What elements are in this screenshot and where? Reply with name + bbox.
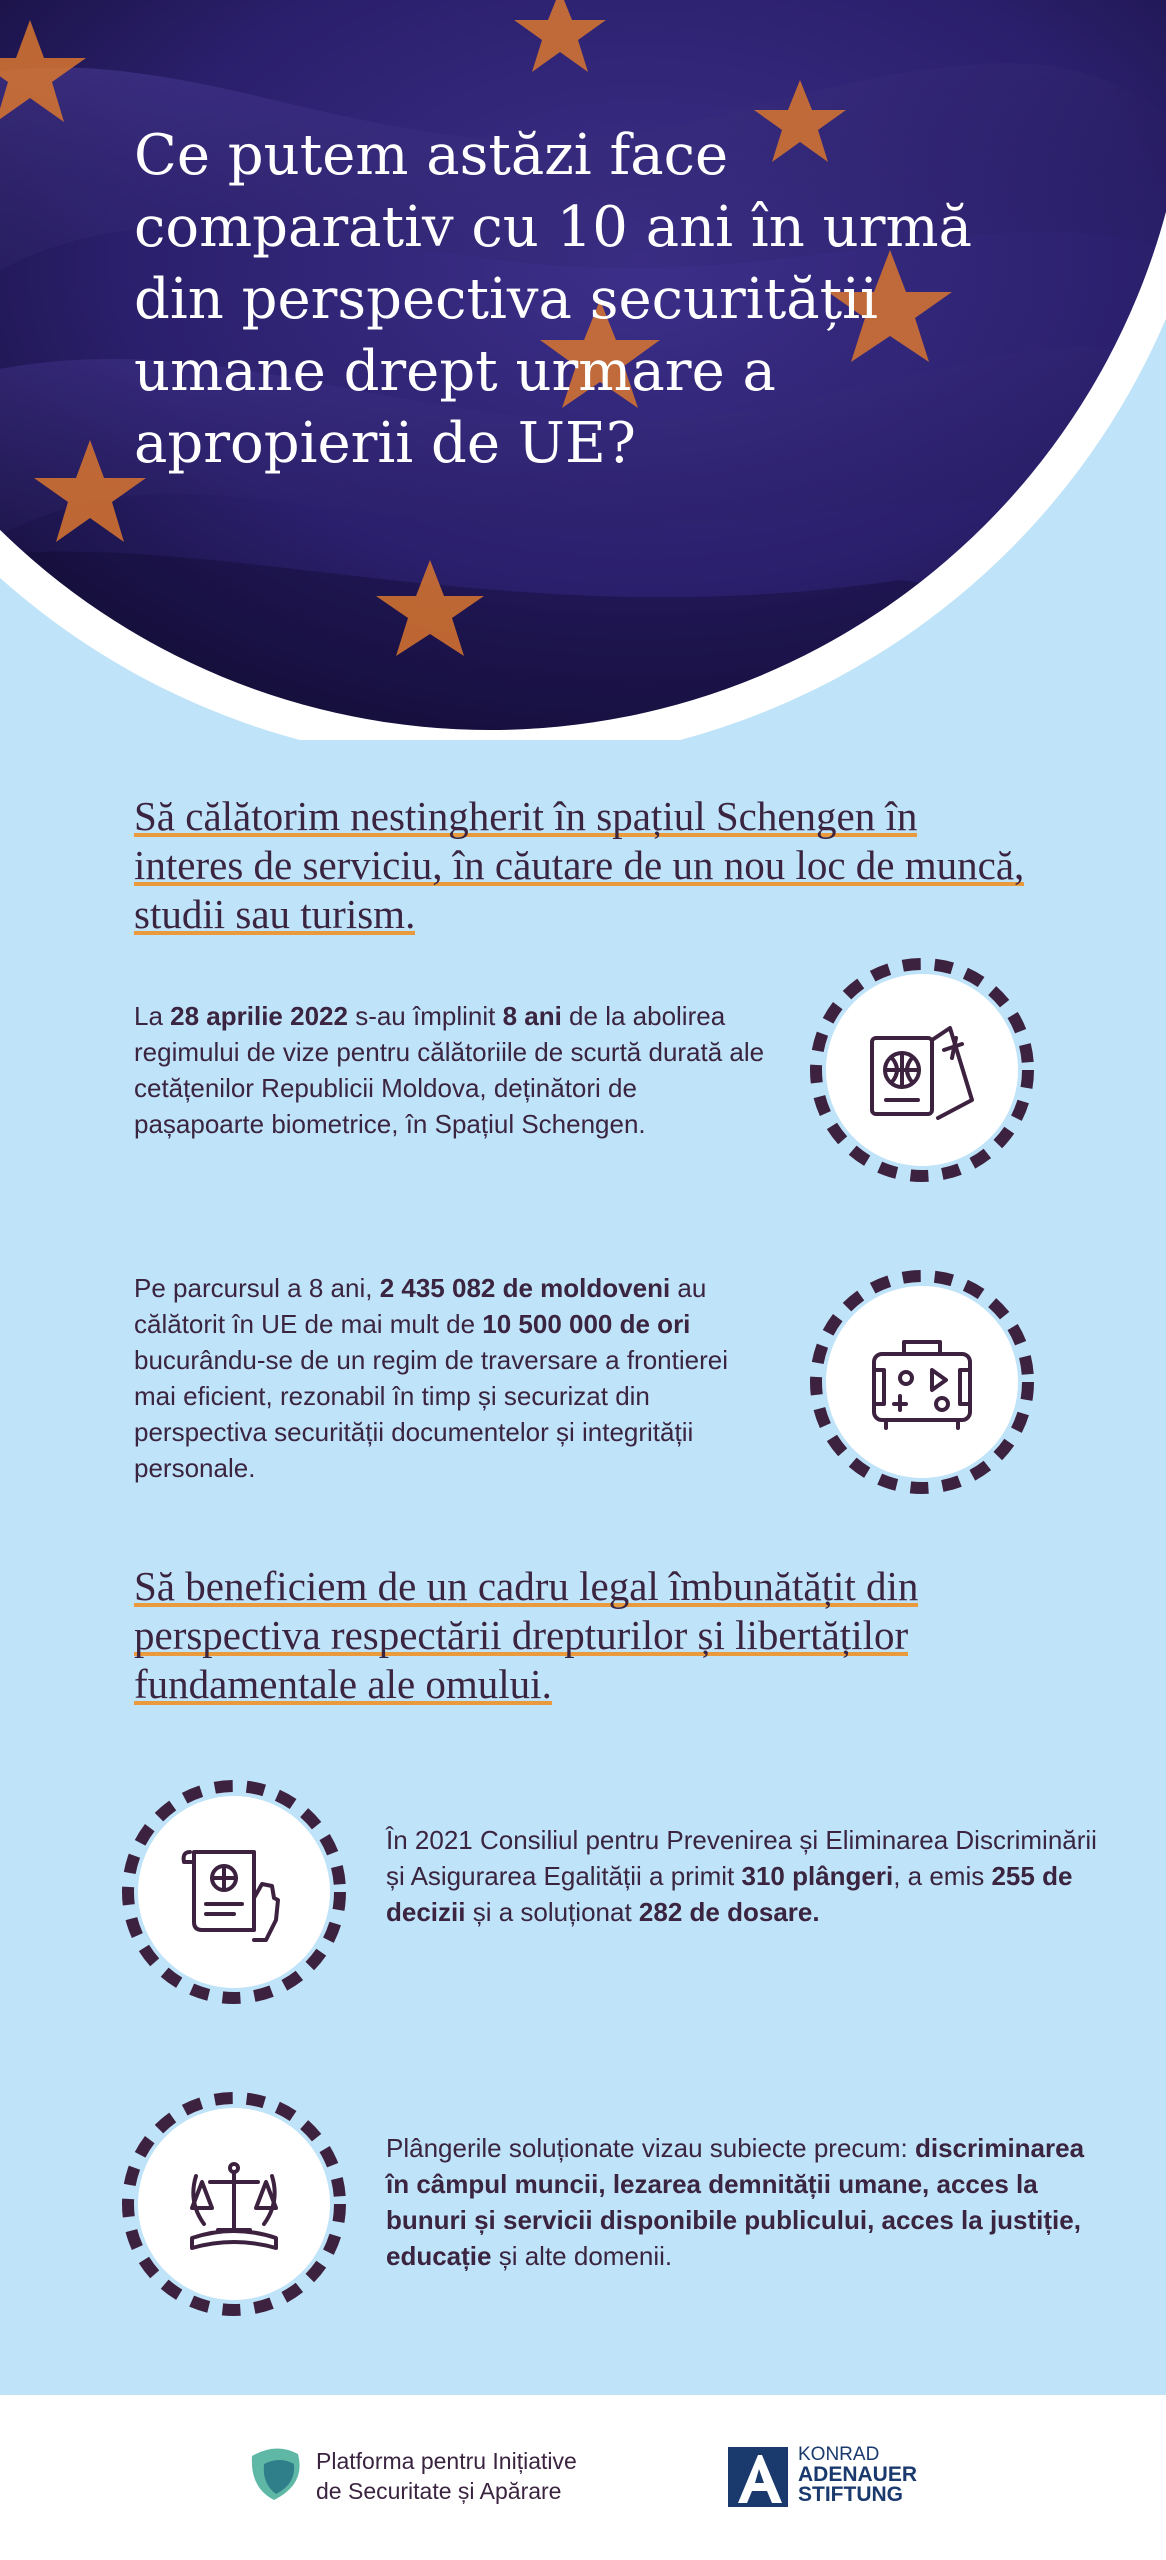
- passport-ticket-icon: [810, 958, 1034, 1182]
- suitcase-icon: [810, 1270, 1034, 1494]
- complaints-highlight: 310 plângeri: [741, 1861, 894, 1891]
- cases-highlight: 282 de dosare.: [638, 1897, 820, 1927]
- schengen-paragraph-2: Pe parcursul a 8 ani, 2 435 082 de moldoveni au călătorit în UE de mai mult de 10 500 000 de ori bucurându-se de un regim de traversare a frontierei mai eficient, rezonabil în timp și securizat din perspectiva securității documentelor și integrității personale.: [134, 1273, 728, 1483]
- section-heading-schengen: [134, 792, 1034, 939]
- schengen-paragraph-1: La 28 aprilie 2022 s-au împlinit 8 ani de la abolirea regimului de vize pentru călătoriile de scurtă durată ale cetățenilor Republicii Moldova, deținători de pașapoarte biometrice, în Spațiul Schengen.: [134, 1001, 765, 1139]
- topics-highlight: discriminarea în câmpul muncii, lezarea demnității umane, acces la bunuri și servicii disponibile publicului, acces la justiție, educație: [386, 2133, 1085, 2271]
- date-highlight: 28 aprilie 2022: [170, 1001, 348, 1031]
- platform-logo-icon: [246, 2444, 304, 2502]
- years-highlight: 8 ani: [502, 1001, 562, 1031]
- justice-scales-icon: [122, 2092, 346, 2316]
- footer: [0, 2395, 1166, 2560]
- section-heading-legal: [134, 1562, 1034, 1709]
- platform-logo-text: Platforma pentru Inițiative de Securitate și Apărare: [316, 2448, 577, 2504]
- hero-banner: [0, 0, 1166, 740]
- decisions-highlight: 255 de decizii: [386, 1861, 1073, 1927]
- legal-paragraph-2: Plângerile soluționate vizau subiecte precum: discriminarea în câmpul muncii, lezarea demnității umane, acces la bunuri și servicii disponibile publicului, acces la justiție, educație și alte domenii.: [386, 2133, 1085, 2271]
- section-heading-text: Să călătorim nestingherit în spațiul Schengen în interes de serviciu, în căutare de un nou loc de muncă, studii sau turism.: [134, 793, 1025, 937]
- legal-paragraph-1: În 2021 Consiliul pentru Prevenirea și Eliminarea Discriminării și Asigurarea Egalității a primit 310 plângeri, a emis 255 de decizii și a soluționat 282 de dosare.: [386, 1825, 1097, 1927]
- kas-logo-icon: [728, 2447, 788, 2507]
- section-heading-text: Să beneficiem de un cadru legal îmbunătățit din perspectiva respectării drepturilor și libertăților fundamentale ale omului.: [134, 1563, 919, 1707]
- document-fist-icon: [122, 1780, 346, 2004]
- travelers-highlight: 2 435 082 de moldoveni: [379, 1273, 671, 1303]
- kas-logo-text: KONRAD ADENAUER STIFTUNG: [798, 2444, 918, 2506]
- hero-title: Ce putem astăzi face comparativ cu 10 ani în urmă din perspectiva securității umane drept urmare a apropierii de UE?: [134, 123, 972, 476]
- trips-highlight: 10 500 000 de ori: [482, 1309, 691, 1339]
